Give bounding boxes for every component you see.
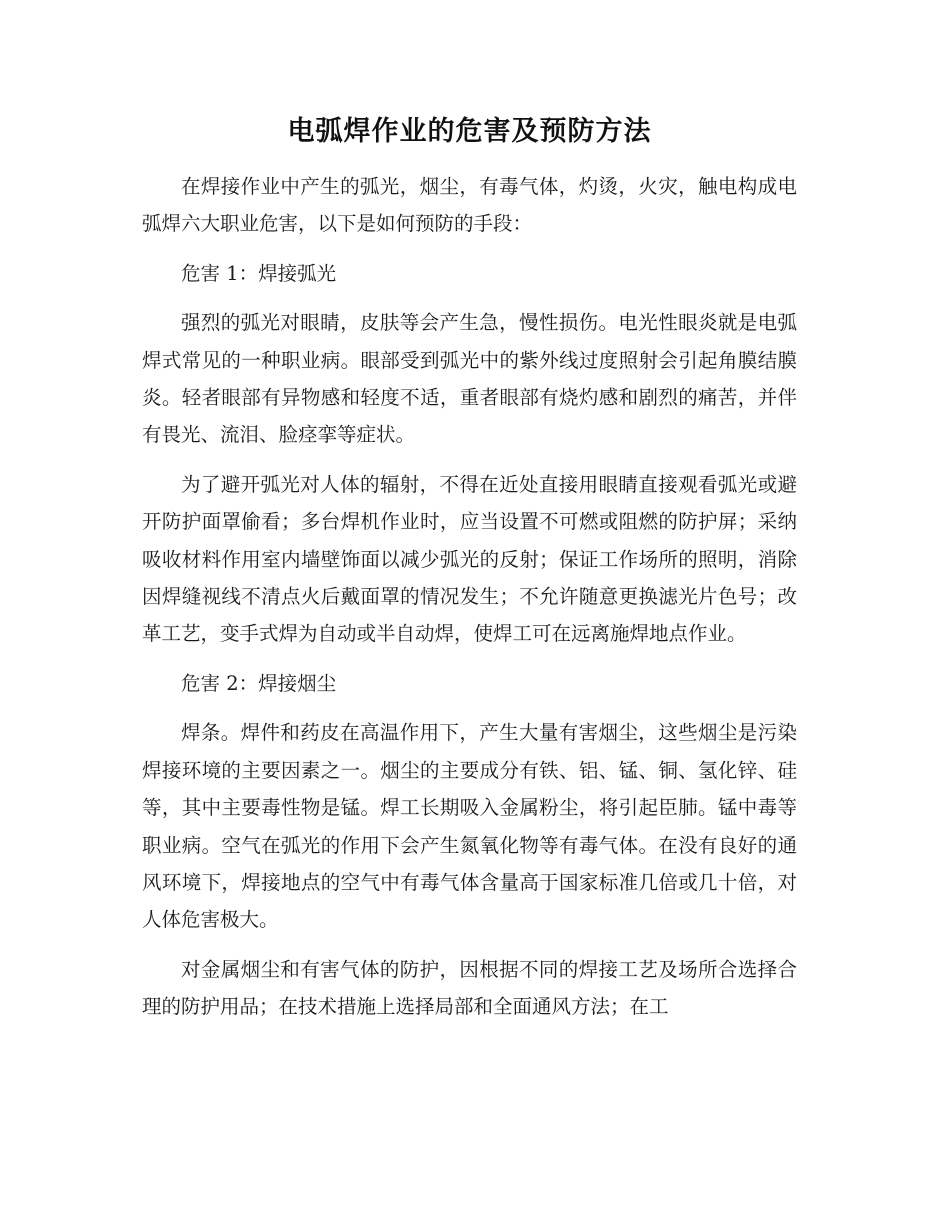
body-paragraph: 强烈的弧光对眼睛，皮肤等会产生急，慢性损伤。电光性眼炎就是电弧焊式常见的一种职业病。眼部受到弧光中的紫外线过度照射会引起角膜结膜炎。轻者眼部有异物感和轻度不适，重者眼部有烧灼感和剧烈的痛苦，并伴有畏光、流泪、脸痉挛等症状。 xyxy=(142,311,797,447)
body-paragraph: 焊条。焊件和药皮在高温作用下，产生大量有害烟尘，这些烟尘是污染焊接环境的主要因素之一。烟尘的主要成分有铁、铝、锰、铜、氢化锌、硅等，其中主要毒性物是锰。焊工长期吸入金属粉尘，将引起臣肺。锰中毒等职业病。空气在弧光的作用下会产生氮氧化物等有毒气体。在没有良好的通风环境下，焊接地点的空气中有毒气体含量高于国家标准几倍或几十倍，对人体危害极大。 xyxy=(142,721,797,932)
document-page xyxy=(142,110,797,1038)
section-heading-hazard-2: 危害 2：焊接烟尘 xyxy=(181,671,337,695)
body-paragraph: 为了避开弧光对人体的辐射，不得在近处直接用眼睛直接观看弧光或避开防护面罩偷看；多台焊机作业时，应当设置不可燃或阻燃的防护屏；采纳吸收材料作用室内墙壁饰面以减少弧光的反射；保证工作场所的照明，消除因焊缝视线不清点火后戴面罩的情况发生；不允许随意更换滤光片色号；改革工艺，变手式焊为自动或半自动焊，使焊工可在远离施焊地点作业。 xyxy=(142,472,797,646)
document-title: 电弧焊作业的危害及预防方法 xyxy=(287,116,652,147)
body-paragraph: 对金属烟尘和有害气体的防护，因根据不同的焊接工艺及场所合选择合理的防护用品；在技术措施上选择局部和全面通风方法；在工 xyxy=(142,957,797,1019)
intro-paragraph: 在焊接作业中产生的弧光，烟尘，有毒气体，灼烫，火灾，触电构成电弧焊六大职业危害，以下是如何预防的手段： xyxy=(142,175,797,236)
section-heading-hazard-1: 危害 1：焊接弧光 xyxy=(181,261,337,285)
